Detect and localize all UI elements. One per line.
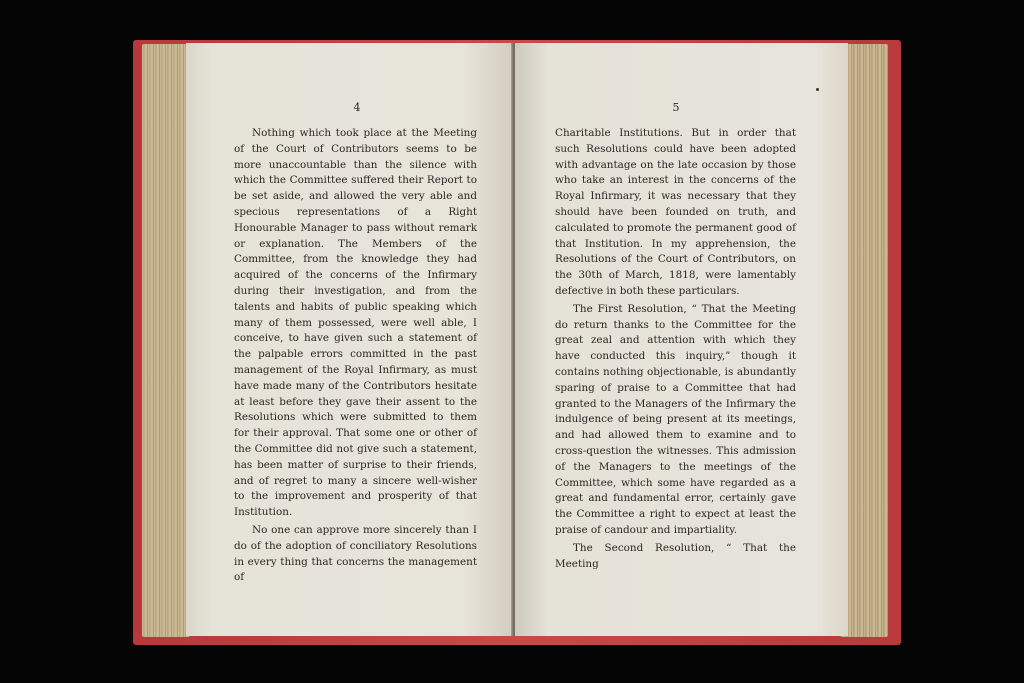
right-paragraph-3: The Second Resolution, “ That the Meeting	[555, 541, 796, 570]
right-page-text	[555, 126, 796, 574]
left-paragraph-1: Nothing which took place at the Meeting of the Court of Contributors seems to be more unaccountable than the silence with which the Committee suffered their Report to be set aside, and allowed the very able and specious representations of a Right Honourable Manager to pass without remark or explanation. The Members of the Committee, from the knowledge they had acquired of the concerns of the Infirmary during their investigation, and from the talents and habits of public speaking which many of them possessed, were well able, I conceive, to have given such a statement of the palpable errors committed in the past management of the Royal Infirmary, as must have made many of the Contributors hesitate at least before they gave their assent to the Resolutions which were submitted to them for their approval. That some one or other of the Committee did not give such a statement, has been matter of surprise to their friends, and of regret to many a sincere well-wisher to the improvement and prosperity of that Institution.	[234, 127, 477, 519]
left-page	[186, 43, 513, 636]
ink-speck	[816, 88, 819, 91]
right-page-number: 5	[672, 101, 680, 114]
right-paragraph-2: The First Resolution, “ That the Meeting do return thanks to the Committee for the great zeal and attention with which they have conducted this inquiry,” though it contains nothing objectionable, is abundantly sparing of praise to a Committee that had granted to the Managers of the Infirmary the indulgence of being present at its meetings, and had allowed them to examine and to cross-question the witnesses. This admission of the Managers to the meetings of the Committee, which some have regarded as a great and fundamental error, certainly gave the Committee a right to expect at least the praise of candour and impartiality.	[555, 302, 796, 536]
left-paragraph-2: No one can approve more sincerely than I do of the adoption of conciliatory Resolutions in every thing that concerns the management of	[234, 523, 477, 584]
right-page	[515, 43, 848, 636]
left-page-edges	[142, 44, 190, 637]
right-paragraph-1: Charitable Institutions. But in order that such Resolutions could have been adopted with advantage on the late occasion by those who take an interest in the concerns of the Royal Infirmary, it was necessary that they should have been founded on truth, and calculated to promote the permanent good of that Institution. In my apprehension, the Resolutions of the Court of Contributors, on the 30th of March, 1818, were lamentably defective in both these particulars.	[555, 127, 796, 297]
left-page-number: 4	[353, 101, 361, 114]
left-page-text	[234, 126, 477, 588]
